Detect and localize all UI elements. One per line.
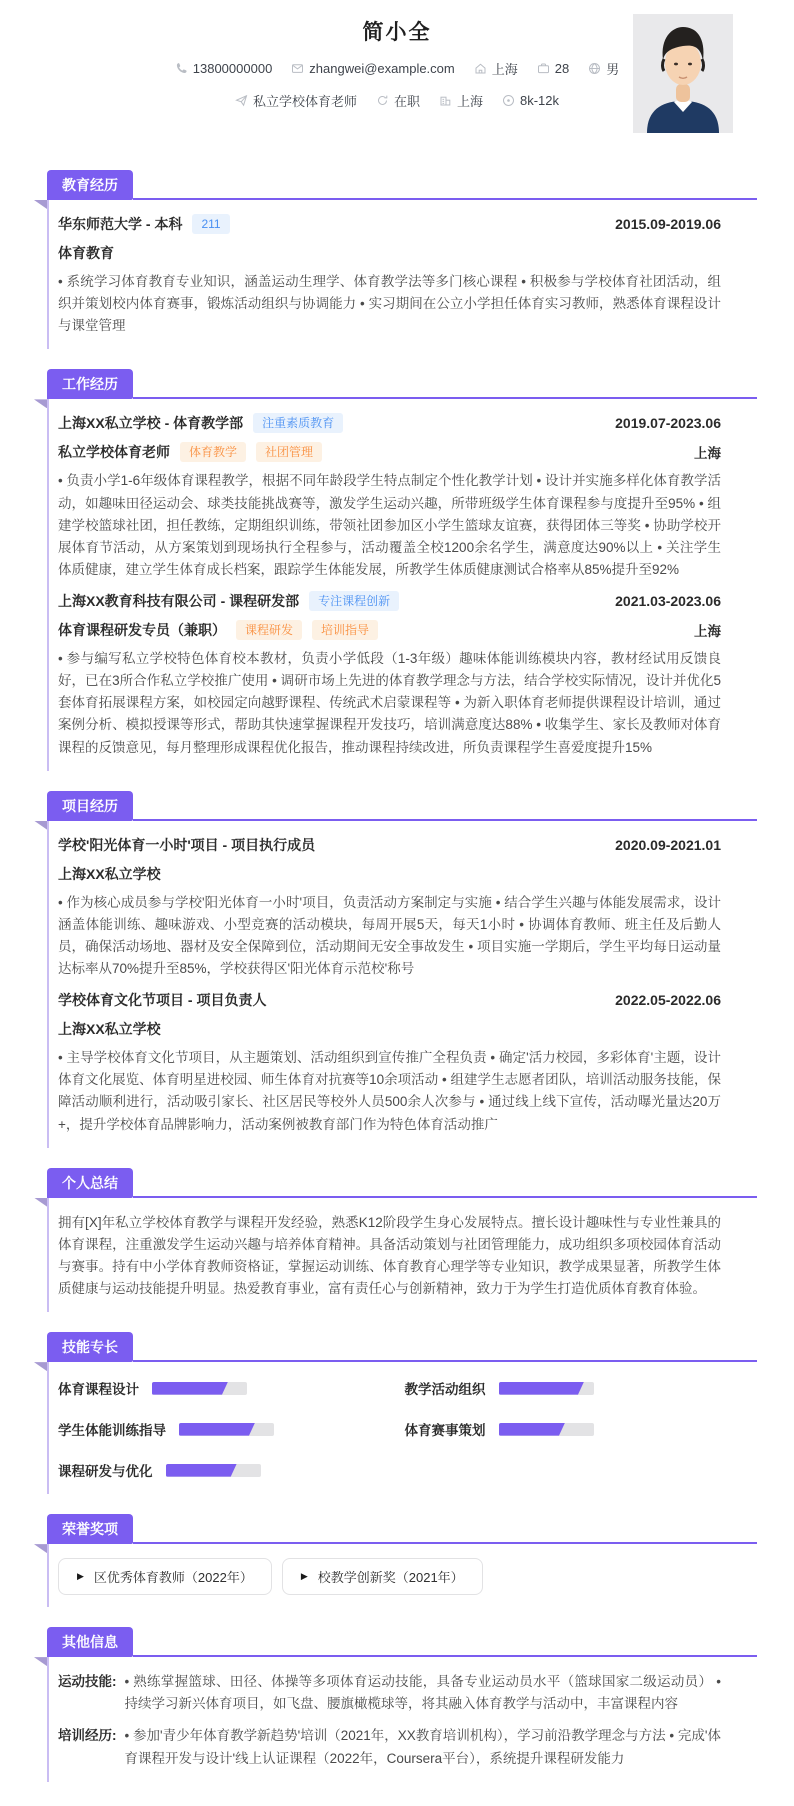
age-value: 28	[554, 61, 570, 76]
section-title-summary	[47, 1168, 133, 1198]
section-underline	[133, 1542, 757, 1544]
project-name: 学校体育文化节项目 - 项目负责人	[58, 992, 267, 1009]
company-tag: 注重素质教育	[253, 413, 343, 433]
section-projects	[47, 791, 757, 1148]
ribbon-fold	[34, 1362, 47, 1371]
summary-text: 拥有[X]年私立学校体育教学与课程开发经验，熟悉K12阶段学生身心发展特点。擅长设计趣味性与专业性兼具的体育课程，注重激发学生运动兴趣与培养体育精神。具备活动策划与社团管理能力，成功组织多项校园体育活动与赛事。持有中小学体育教师资格证，掌握运动训练、体育教育心理学等专业知识，教学成果显著，所教学生体质健康与运动技能提升明显。热爱教育事业，富有责任心与创新精神，致力于为学生打造优质体育教育体验。	[58, 1214, 721, 1296]
salary-value: 8k-12k	[520, 93, 560, 108]
skill-bar	[499, 1382, 594, 1395]
entry-row	[58, 591, 721, 611]
section-body	[47, 1198, 757, 1313]
other-info-text: • 参加'青少年体育教学新趋势'培训（2021年，XX教育培训机构），学习前沿教学理念与方法 • 完成'体育课程开发与设计'线上认证课程（2022年，Coursera平台），系统提升课程研发能力	[124, 1728, 721, 1766]
role-tag: 社团管理	[256, 442, 322, 462]
ribbon-fold	[34, 821, 47, 830]
skill-item	[58, 1419, 325, 1439]
skill-bar	[499, 1423, 594, 1436]
skill-bar-fill	[499, 1423, 566, 1436]
other-info-row	[58, 1671, 721, 1715]
honor-badge	[58, 1558, 272, 1595]
work-status-value: 在职	[393, 94, 420, 109]
major-name: 体育教育	[58, 245, 114, 261]
skill-label: 学生体能训练指导	[58, 1423, 166, 1439]
project-org: 上海XX私立学校	[58, 1021, 161, 1038]
city-value: 上海	[456, 94, 483, 109]
ribbon-fold	[34, 399, 47, 408]
role-tag: 培训指导	[312, 620, 378, 640]
candidate-name: 简小全	[362, 21, 432, 44]
contact-location	[474, 59, 518, 78]
section-title-work	[47, 369, 133, 399]
skill-bar-fill	[179, 1423, 255, 1436]
section-title-text: 工作经历	[62, 376, 118, 393]
project-org: 上海XX私立学校	[58, 865, 161, 882]
company-tag: 专注课程创新	[309, 591, 399, 611]
skill-label: 体育课程设计	[58, 1382, 139, 1398]
work-description: • 参与编写私立学校特色体育校本教材，负责小学低段（1-3年级）趣味体能训练模块内容，教材经试用反馈良好，已在3所合作私立学校推广使用 • 调研市场上先进的体育教学理念与方法，结合学校实际情况，设计并优化5套体育拓展课程方案，如校园定向越野课程、传统武术启蒙课程等 • 为新入职体育老师提供课程设计培训，通过案例分析、模拟授课等形式，帮助其快速掌握课程开发技巧，培训满意度达88% • 收集学生、家长及教师对体育课程的反馈意见，每月整理形成课程优化报告，推动课程持续改进，所负责课程学生喜爱度提升15%	[58, 651, 721, 755]
work-location: 上海	[694, 624, 721, 639]
section-work	[47, 369, 757, 770]
work-description: • 负责小学1-6年级体育课程教学，根据不同年龄段学生特点制定个性化教学计划 • 设计并实施多样化体育教学活动，如趣味田径运动会、球类技能挑战赛等，激发学生运动兴趣，所带班级学生体育课程参与度提升至95% • 组建学校篮球社团，担任教练，定期组织训练，带领社团参加区小学生篮球友谊赛，获得团体三等奖 • 协助学校开展体育节活动，从方案策划到现场执行全程参与，活动覆盖全校1200余名学生，满意度达90%以上 • 关注学生体质健康，建立学生体育成长档案，跟踪学生体能发展，所教学生体质健康测试合格率从85%提升至92%	[58, 473, 721, 577]
entry-row	[58, 413, 721, 433]
section-title-text: 个人总结	[62, 1174, 118, 1191]
section-skills	[47, 1332, 757, 1494]
entry-row	[58, 990, 721, 1010]
other-info-label: 培训经历:	[58, 1728, 117, 1744]
entry-row	[58, 243, 721, 263]
education-description: • 系统学习体育教育专业知识，涵盖运动生理学、体育教学法等多门核心课程 • 积极参与学校体育社团活动，组织并策划校内体育赛事，锻炼活动组织与协调能力 • 实习期间在公立小学担任体育实习教师，熟悉体育课程设计与课堂管理	[58, 274, 721, 334]
section-honors	[47, 1514, 757, 1607]
section-title-education	[47, 170, 133, 200]
status-icon	[376, 94, 389, 107]
work-location: 上海	[694, 446, 721, 462]
entry-row	[58, 1019, 721, 1039]
contact-work-status	[376, 91, 420, 110]
contact-salary	[502, 93, 559, 108]
section-header-row	[47, 1514, 757, 1544]
honor-label: 校教学创新奖（2021年）	[317, 1570, 464, 1586]
section-header-row	[47, 369, 757, 399]
section-body	[47, 399, 757, 770]
entry-row	[58, 214, 721, 234]
contact-gender	[588, 59, 619, 78]
section-underline	[133, 198, 757, 200]
skill-bar-fill	[152, 1382, 228, 1395]
section-body	[47, 1657, 757, 1782]
role-tag: 体育教学	[180, 442, 246, 462]
section-header-row	[47, 1332, 757, 1362]
skill-bar	[166, 1464, 261, 1477]
section-title-text: 教育经历	[62, 177, 118, 193]
section-header-row	[47, 1168, 757, 1198]
contact-job-title	[235, 91, 357, 110]
section-header-row	[47, 791, 757, 821]
section-header-row	[47, 170, 757, 200]
section-title-text: 其他信息	[62, 1634, 118, 1651]
entry-row	[58, 835, 721, 855]
work-entry	[58, 591, 721, 759]
phone-icon	[175, 62, 188, 75]
ribbon-fold	[34, 1657, 47, 1666]
skill-bar	[179, 1423, 274, 1436]
project-dates: 2022.05-2022.06	[615, 992, 721, 1009]
skill-item	[58, 1460, 325, 1480]
other-info-text: • 熟练掌握篮球、田径、体操等多项体育运动技能，具备专业运动员水平（篮球国家二级运动员） • 持续学习新兴体育项目，如飞盘、腰旗橄榄球等，将其融入体育教学与活动中，丰富课程内容	[124, 1674, 721, 1712]
section-underline	[133, 397, 757, 399]
skill-label: 课程研发与优化	[58, 1464, 153, 1480]
role-tag: 课程研发	[236, 620, 302, 640]
education-entry	[58, 214, 721, 337]
skill-label: 教学活动组织	[404, 1382, 486, 1398]
project-description: • 作为核心成员参与学校'阳光体育一小时'项目，负责活动方案制定与实施 • 结合学生兴趣与体能发展需求，设计涵盖体能训练、趣味游戏、小型竞赛的活动模块，每周开展5天，每天1小时 • 协调体育教师、班主任及后勤人员，确保活动场地、器材及安全保障到位，活动期间无安全事故发生 • 项目实施一学期后，学生平均每日运动量达标率从70%提升至85%，学校获得区'阳光体育示范校'称号	[58, 894, 721, 976]
section-title-text: 技能专长	[62, 1339, 118, 1356]
salary-icon	[502, 94, 515, 107]
age-icon	[537, 62, 550, 75]
phone-value: 13800000000	[192, 61, 273, 76]
work-dates: 2019.07-2023.06	[615, 415, 721, 432]
skill-item	[58, 1378, 325, 1398]
email-icon	[291, 62, 304, 75]
honors-list	[58, 1556, 721, 1595]
skill-bar-fill	[499, 1382, 585, 1395]
project-description: • 主导学校体育文化节项目，从主题策划、活动组织到宣传推广全程负责 • 确定'活力校园，多彩体育'主题，设计体育文化展览、体育明星进校园、师生体育对抗赛等10余项活动 • 组建学生志愿者团队，培训活动服务技能，保障活动顺利进行，活动吸引家长、社区居民等校外人员500余人次参与 • 通过线上线下宣传，活动曝光量达20万+，提升学校体育品牌影响力，活动案例被教育部门作为特色体育活动推广	[58, 1050, 721, 1132]
section-body	[47, 1362, 757, 1494]
education-dates: 2015.09-2019.06	[615, 216, 721, 232]
contact-age	[537, 61, 569, 76]
resume-header	[0, 0, 794, 134]
section-summary	[47, 1168, 757, 1313]
job-role: 私立学校体育老师	[58, 444, 170, 461]
section-education	[47, 170, 757, 349]
gender-icon	[588, 62, 601, 75]
work-dates: 2021.03-2023.06	[615, 593, 721, 609]
skill-item	[405, 1378, 672, 1398]
section-body	[47, 200, 757, 349]
company-name: 上海XX私立学校 - 体育教学部	[58, 415, 244, 432]
project-entry	[58, 990, 721, 1136]
email-value: zhangwei@example.com	[309, 61, 455, 76]
project-name: 学校'阳光体育一小时'项目 - 项目执行成员	[58, 836, 316, 853]
ribbon-fold	[34, 200, 47, 209]
skill-bar-fill	[166, 1464, 237, 1477]
section-header-row	[47, 1627, 757, 1657]
job-title-value: 私立学校体育老师	[252, 94, 357, 109]
section-underline	[133, 1655, 757, 1657]
profile-photo	[633, 14, 733, 133]
section-title-text: 荣誉奖项	[62, 1521, 118, 1538]
building-icon	[439, 94, 452, 107]
honor-label: 区优秀体育教师（2022年）	[93, 1570, 253, 1586]
job-icon	[235, 94, 248, 107]
section-title-other	[47, 1627, 133, 1657]
honor-badge	[282, 1558, 483, 1595]
entry-row	[58, 620, 721, 640]
skill-label: 体育赛事策划	[404, 1423, 486, 1439]
section-underline	[133, 1196, 757, 1198]
play-icon: ▶	[77, 1571, 84, 1582]
section-title-honors	[47, 1514, 133, 1544]
section-title-projects	[47, 791, 133, 821]
project-dates: 2020.09-2021.01	[615, 836, 721, 853]
section-title-skills	[47, 1332, 133, 1362]
school-name: 华东师范大学 - 本科	[58, 216, 183, 232]
ribbon-fold	[34, 1544, 47, 1553]
entry-row	[58, 864, 721, 884]
section-underline	[133, 819, 757, 821]
company-name: 上海XX教育科技有限公司 - 课程研发部	[58, 593, 300, 609]
other-info-row	[58, 1725, 721, 1769]
work-entry	[58, 413, 721, 581]
skill-item	[405, 1419, 672, 1439]
section-other-info	[47, 1627, 757, 1782]
contact-phone	[175, 61, 273, 76]
section-underline	[133, 1360, 757, 1362]
play-icon: ▶	[300, 1571, 308, 1582]
section-title-text: 项目经历	[62, 797, 118, 814]
home-icon	[474, 62, 487, 75]
section-body	[47, 1544, 757, 1607]
location-value: 上海	[491, 62, 518, 77]
contact-city	[439, 91, 483, 110]
project-entry	[58, 835, 721, 981]
skills-grid	[58, 1374, 721, 1482]
skill-bar	[152, 1382, 247, 1395]
school-badge: 211	[192, 214, 229, 234]
job-role: 体育课程研发专员（兼职）	[58, 622, 226, 638]
gender-value: 男	[606, 62, 620, 77]
section-body	[47, 821, 757, 1148]
contact-email	[291, 61, 454, 76]
ribbon-fold	[34, 1198, 47, 1207]
other-info-label: 运动技能:	[58, 1674, 117, 1690]
entry-row	[58, 442, 721, 462]
